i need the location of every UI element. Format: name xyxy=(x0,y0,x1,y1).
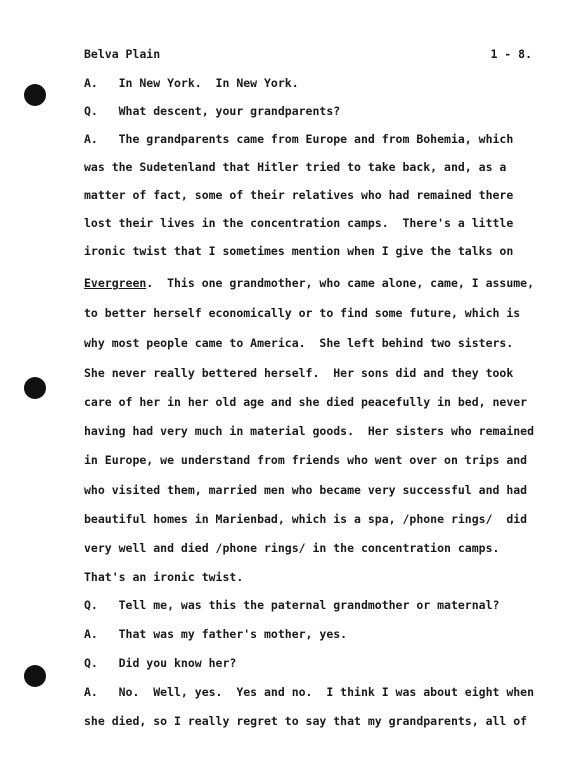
evergreen-line-rest: . This one grandmother, who came alone, came, I assume, xyxy=(146,276,535,290)
transcript-line: she died, so I really regret to say that my grandparents, all of xyxy=(84,714,528,728)
transcript-line: to better herself economically or to find some future, which is xyxy=(84,306,521,320)
transcript-line: why most people came to America. She left behind two sisters. xyxy=(84,336,514,350)
transcript-line: A. The grandparents came from Europe and from Bohemia, which xyxy=(84,132,514,146)
transcript-line: A. That was my father's mother, yes. xyxy=(84,627,348,641)
transcript-line: who visited them, married men who became very successful and had xyxy=(84,483,528,497)
transcript-line: Q. What descent, your grandparents? xyxy=(84,104,341,118)
page-header xyxy=(84,47,532,61)
transcript-line: care of her in her old age and she died peacefully in bed, never xyxy=(84,395,528,409)
punch-hole-top xyxy=(24,84,46,106)
transcript-line: in Europe, we understand from friends who went over on trips and xyxy=(84,453,528,467)
transcript-line: was the Sudetenland that Hitler tried to take back, and, as a xyxy=(84,160,507,174)
transcript-line-evergreen xyxy=(84,276,534,290)
header-name: Belva Plain xyxy=(84,47,161,61)
transcript-line: ironic twist that I sometimes mention when I give the talks on xyxy=(84,244,514,258)
transcript-line: That's an ironic twist. xyxy=(84,570,244,584)
book-title: Evergreen xyxy=(84,276,147,290)
punch-hole-middle xyxy=(24,377,46,399)
header-page-number: 1 - 8. xyxy=(490,47,532,61)
transcript-line: Q. Did you know her? xyxy=(84,656,237,670)
punch-hole-bottom xyxy=(24,665,46,687)
transcript-line: very well and died /phone rings/ in the concentration camps. xyxy=(84,541,500,555)
transcript-line: matter of fact, some of their relatives who had remained there xyxy=(84,188,514,202)
transcript-line: A. In New York. In New York. xyxy=(84,76,299,90)
transcript-line: beautiful homes in Marienbad, which is a spa, /phone rings/ did xyxy=(84,512,528,526)
transcript-line: lost their lives in the concentration camps. There's a little xyxy=(84,216,514,230)
transcript-line: A. No. Well, yes. Yes and no. I think I was about eight when xyxy=(84,685,535,699)
transcript-line: having had very much in material goods. Her sisters who remained xyxy=(84,424,535,438)
transcript-line: Q. Tell me, was this the paternal grandmother or maternal? xyxy=(84,598,500,612)
transcript-line: She never really bettered herself. Her sons did and they took xyxy=(84,366,514,380)
